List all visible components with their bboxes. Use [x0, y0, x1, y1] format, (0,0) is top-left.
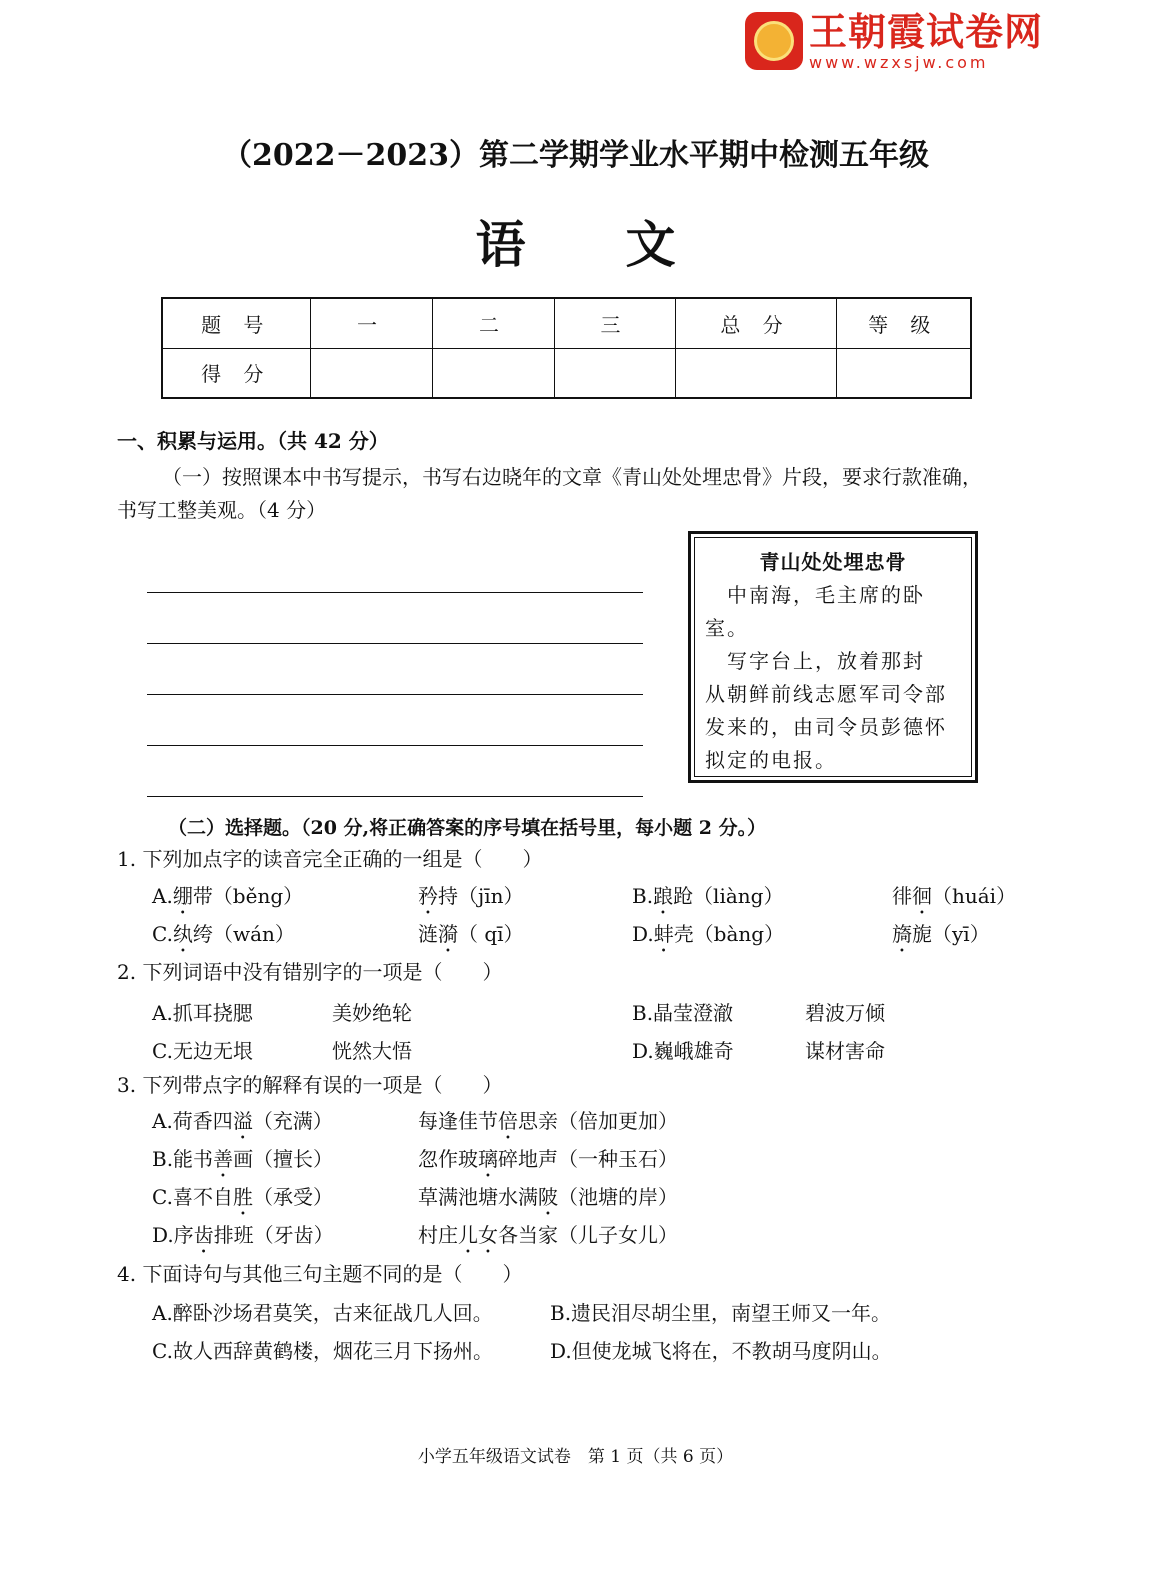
part-2-heading: （二）选择题。（20 分,将正确答案的序号填在括号里，每小题 2 分。） — [168, 817, 767, 839]
q4-stem: 4. 下面诗句与其他三句主题不同的是（ ） — [117, 1262, 523, 1286]
option-text: 排班（牙齿） — [213, 1223, 334, 1247]
copy-text-title: 青山处处埋忠骨 — [759, 550, 907, 574]
q2-option: B.晶莹澄澈 — [632, 1001, 734, 1025]
dotted-char: 溢 — [232, 1109, 253, 1133]
dotted-char: 徊 — [912, 884, 932, 908]
q3-option — [418, 1143, 678, 1182]
copy-text-line: 室。 — [705, 616, 749, 640]
option-text: 忽作玻 — [418, 1147, 478, 1171]
option-text: 思亲（倍加更加） — [518, 1109, 678, 1133]
option-text: C.喜不自 — [152, 1185, 233, 1209]
copy-text-line: 拟定的电报。 — [705, 748, 837, 772]
site-logo — [745, 10, 1043, 72]
q1-option — [892, 918, 990, 957]
q2-option: D.巍峨雄奇 — [632, 1039, 734, 1063]
option-text: 绔（wán） — [192, 922, 295, 946]
q3-stem: 3. 下列带点字的解释有误的一项是（ ） — [117, 1073, 503, 1097]
copy-text-line: 从朝鲜前线志愿军司令部 — [705, 682, 947, 706]
q2-option: C.无边无垠 — [152, 1039, 253, 1063]
dotted-char: 陂 — [538, 1185, 558, 1209]
q1-option — [152, 918, 295, 957]
q4-option: A.醉卧沙场君莫笑，古来征战几人回。 — [152, 1301, 493, 1325]
score-header: 题 号 — [162, 298, 310, 348]
option-text: 草满池塘水满 — [418, 1185, 538, 1209]
section-1-heading: 一、积累与运用。（共 42 分） — [117, 429, 389, 453]
writing-line[interactable] — [147, 643, 643, 644]
option-text: 壳（bàng） — [673, 922, 785, 946]
score-cell[interactable] — [432, 348, 554, 398]
option-text: （ qī） — [458, 922, 524, 946]
option-text: 旎（yī） — [912, 922, 990, 946]
option-text: C. — [152, 922, 173, 946]
option-text: 碎地声（一种玉石） — [498, 1147, 678, 1171]
dotted-char: 漪 — [438, 922, 458, 946]
q1-option — [632, 880, 783, 919]
score-cell[interactable] — [554, 348, 675, 398]
option-text: 各当家（儿子女儿） — [498, 1223, 678, 1247]
dotted-char: 齿 — [193, 1223, 214, 1247]
logo-url: www.wzxsjw.com — [809, 53, 989, 72]
writing-line[interactable] — [147, 694, 643, 695]
option-text: 徘 — [892, 884, 912, 908]
copy-text-line: 中南海，毛主席的卧 — [705, 583, 925, 607]
option-text: A.荷香四 — [152, 1109, 233, 1133]
q1-option — [418, 880, 523, 919]
q3-option — [418, 1219, 678, 1258]
q1-option — [418, 918, 524, 957]
option-text: 涟 — [418, 922, 438, 946]
q1-option — [632, 918, 784, 957]
score-header: 总 分 — [675, 298, 836, 348]
option-text: D.序 — [152, 1223, 194, 1247]
option-text: D. — [632, 922, 654, 946]
copy-text-line: 写字台上，放着那封 — [705, 649, 925, 673]
q1-stem: 1. 下列加点字的读音完全正确的一组是（ ） — [117, 847, 543, 871]
score-cell[interactable] — [836, 348, 971, 398]
option-text: （huái） — [932, 884, 1017, 908]
part-1-instructions-cont: 书写工整美观。（4 分） — [117, 498, 327, 522]
q3-option — [152, 1219, 334, 1258]
dotted-char: 璃 — [478, 1147, 498, 1171]
score-header: 三 — [554, 298, 675, 348]
dotted-char: 踉 — [653, 884, 674, 908]
dotted-char: 绷 — [172, 884, 193, 908]
score-cell[interactable] — [310, 348, 432, 398]
option-text: 村庄 — [418, 1223, 458, 1247]
option-text: 带（běng） — [192, 884, 304, 908]
writing-line[interactable] — [147, 796, 643, 797]
option-text: 跄（liàng） — [673, 884, 784, 908]
copy-text-line: 发来的，由司令员彭德怀 — [705, 715, 947, 739]
q3-option — [418, 1181, 678, 1220]
score-label: 得 分 — [162, 348, 310, 398]
dotted-char: 儿女 — [458, 1223, 498, 1247]
dotted-char: 善 — [213, 1147, 234, 1171]
dotted-char: 蚌 — [653, 922, 674, 946]
q2-option: 美妙绝轮 — [332, 1001, 412, 1025]
option-text: 持（jīn） — [438, 884, 524, 908]
option-text: 每逢佳节 — [418, 1109, 498, 1133]
q2-stem: 2. 下列词语中没有错别字的一项是（ ） — [117, 960, 503, 984]
option-text: B. — [632, 884, 654, 908]
score-table — [161, 297, 972, 399]
score-header: 一 — [310, 298, 432, 348]
logo-badge-icon — [745, 12, 803, 70]
exam-title: （2022－2023）第二学期学业水平期中检测五年级 — [222, 138, 929, 173]
option-text: （池塘的岸） — [558, 1185, 678, 1209]
page-footer: 小学五年级语文试卷 第 1 页（共 6 页） — [417, 1447, 734, 1467]
q3-option — [152, 1181, 333, 1220]
score-cell[interactable] — [675, 348, 836, 398]
option-text: 画（擅长） — [233, 1147, 334, 1171]
score-header: 等 级 — [836, 298, 971, 348]
q4-option: B.遗民泪尽胡尘里，南望王师又一年。 — [550, 1301, 892, 1325]
q2-option: 碧波万倾 — [805, 1001, 885, 1025]
option-text: B.能书 — [152, 1147, 214, 1171]
dotted-char: 胜 — [232, 1185, 253, 1209]
option-text: （充满） — [252, 1109, 333, 1133]
score-header: 二 — [432, 298, 554, 348]
writing-line[interactable] — [147, 592, 643, 593]
q1-option — [152, 880, 303, 919]
writing-line[interactable] — [147, 745, 643, 746]
dotted-char: 纨 — [172, 922, 193, 946]
q2-option: 谋材害命 — [805, 1039, 885, 1063]
q3-option — [418, 1105, 678, 1144]
q4-option: D.但使龙城飞将在，不教胡马度阴山。 — [550, 1339, 892, 1363]
subject-title: 语文 — [475, 215, 776, 274]
q4-option: C.故人西辞黄鹤楼，烟花三月下扬州。 — [152, 1339, 493, 1363]
dotted-char: 矜 — [418, 884, 438, 908]
q3-option — [152, 1143, 333, 1182]
q2-option: A.抓耳挠腮 — [152, 1001, 253, 1025]
option-text: A. — [152, 884, 173, 908]
part-1-instructions: （一）按照课本中书写提示，书写右边晓年的文章《青山处处埋忠骨》片段，要求行款准确， — [162, 465, 982, 489]
logo-name: 王朝霞试卷网 — [809, 10, 1044, 54]
q3-option — [152, 1105, 333, 1144]
dotted-char: 倍 — [498, 1109, 518, 1133]
q1-option — [892, 880, 1016, 919]
dotted-char: 旖 — [892, 922, 912, 946]
option-text: （承受） — [252, 1185, 333, 1209]
q2-option: 恍然大悟 — [332, 1039, 412, 1063]
copy-text-box — [688, 531, 978, 783]
